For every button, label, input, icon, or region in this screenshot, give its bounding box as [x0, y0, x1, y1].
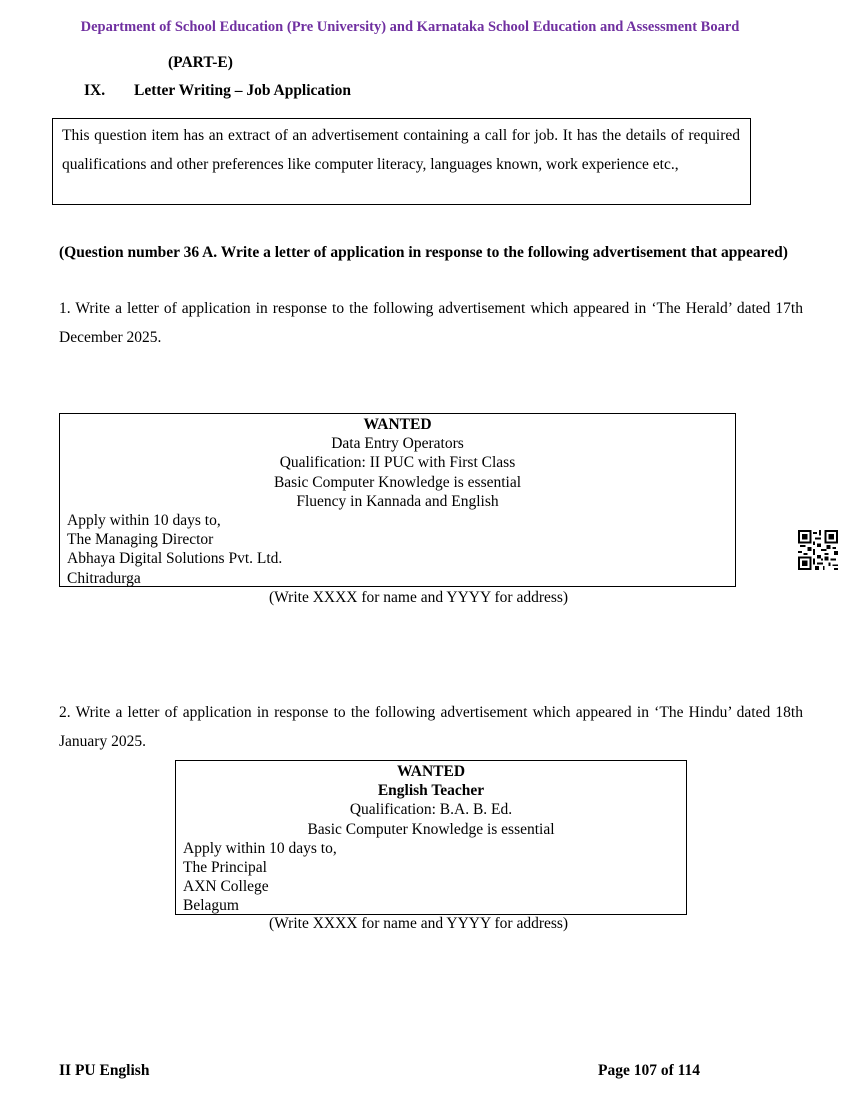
ad-1-qualification: Qualification: II PUC with First Class [279, 454, 516, 472]
section-heading [84, 82, 351, 100]
ad-2-addressee: The Principal [183, 859, 267, 877]
section-title: Letter Writing – Job Application [134, 82, 352, 99]
footer-page-number: Page 107 of 114 [598, 1062, 701, 1079]
qr-code-icon [798, 530, 838, 570]
ad-2-position: English Teacher [377, 782, 485, 800]
ad-1-note: (Write XXXX for name and YYYY for address) [269, 589, 569, 606]
ad-2-qualification: Qualification: B.A. B. Ed. [349, 801, 513, 819]
question-2-text: 2. Write a letter of application in response to the following advertisement which appeared in ‘The Hindu’ dated 18th January 2025. [59, 704, 803, 750]
ad-2-title: WANTED [396, 763, 466, 780]
footer-subject: II PU English [59, 1062, 150, 1079]
ad-2-note: (Write XXXX for name and YYYY for address) [269, 915, 569, 932]
advertisement-1 [59, 413, 736, 587]
page-header-title: Department of School Education (Pre University) and Karnataka School Education and Assessment Board [80, 19, 740, 35]
ad-1-addressee: The Managing Director [67, 531, 214, 549]
ad-1-city: Chitradurga [67, 569, 141, 587]
ad-1-apply: Apply within 10 days to, [67, 512, 221, 530]
ad-2-apply: Apply within 10 days to, [183, 839, 337, 857]
ad-1-title: WANTED [363, 416, 432, 433]
ad-1-position: Data Entry Operators [331, 435, 464, 453]
section-number: IX. [84, 82, 106, 99]
ad-2-city: Belagum [183, 897, 239, 915]
ad-1-requirement-2: Fluency in Kannada and English [296, 492, 499, 510]
ad-2-organisation: AXN College [183, 878, 269, 896]
question-heading: (Question number 36 A. Write a letter of application in response to the following advertisement that appeared) [59, 244, 788, 261]
question-1-text: 1. Write a letter of application in response to the following advertisement which appeared in ‘The Herald’ dated 17th December 2025. [59, 300, 803, 346]
ad-2-requirement-1: Basic Computer Knowledge is essential [307, 820, 555, 838]
ad-1-organisation: Abhaya Digital Solutions Pvt. Ltd. [67, 550, 283, 568]
part-label: (PART-E) [168, 54, 233, 71]
instruction-box: This question item has an extract of an advertisement containing a call for job. It has the details of required qualifications and other preferences like computer literacy, languages known, work experience etc., [52, 118, 751, 205]
ad-1-requirement-1: Basic Computer Knowledge is essential [273, 473, 522, 491]
advertisement-2 [175, 760, 687, 915]
